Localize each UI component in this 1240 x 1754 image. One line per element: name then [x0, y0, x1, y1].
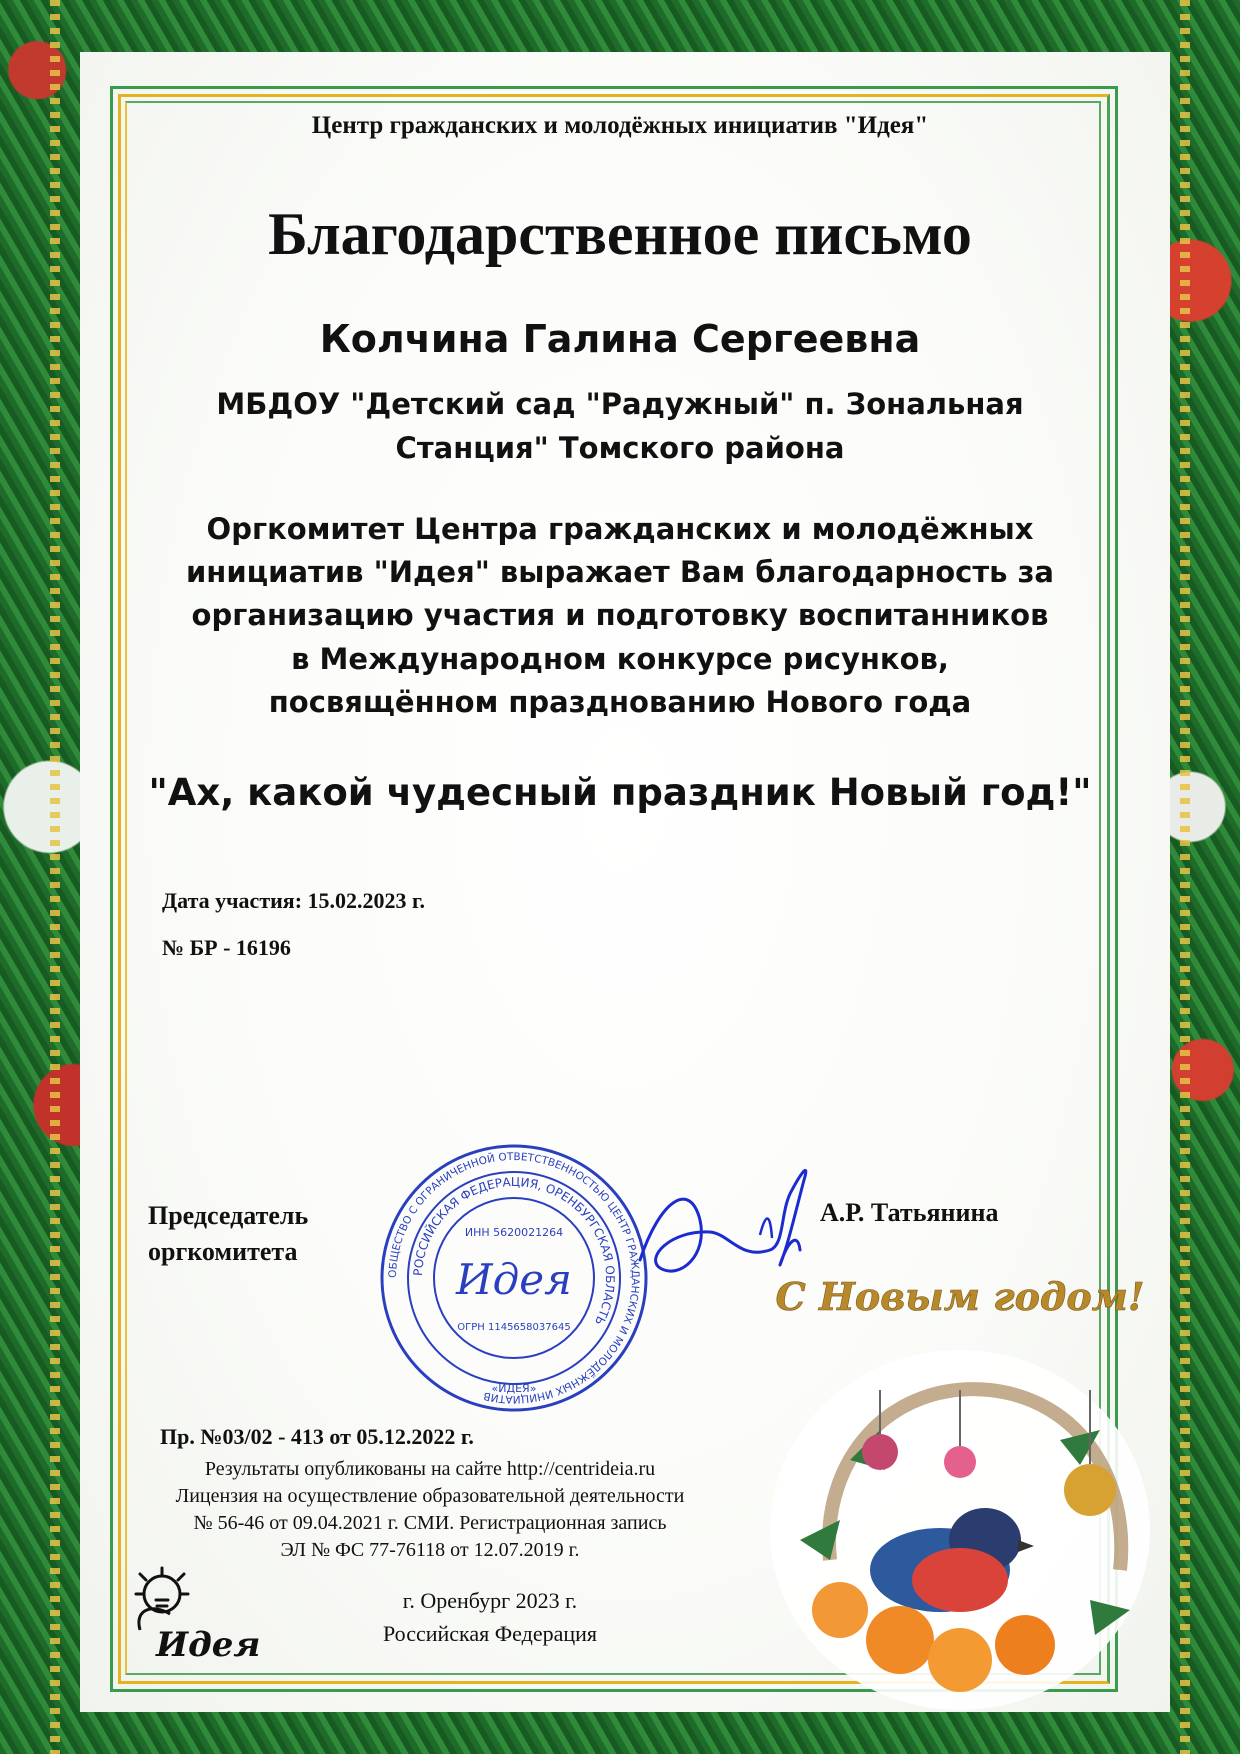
greeting-text: С Новым годом!	[775, 1274, 1145, 1319]
contest-name: "Ах, какой чудесный праздник Новый год!"	[148, 771, 1092, 814]
stamp-bottom-text: «ИДЕЯ»	[491, 1382, 537, 1395]
idea-logo	[126, 1560, 276, 1670]
organization-heading: Центр гражданских и молодёжных инициатив "Идея"	[311, 112, 929, 139]
stamp-center-text: Идея	[456, 1255, 572, 1304]
signer-name: А.Р. Татьянина	[820, 1198, 999, 1227]
stamp-inn: ИНН 5620021264	[464, 1226, 564, 1239]
body-line: инициатив "Идея" выражает Вам благодарность за	[185, 555, 1054, 590]
institution-line: Станция" Томского района	[395, 430, 845, 465]
body-line: посвящённом празднованию Нового года	[268, 684, 972, 719]
new-year-greeting-card	[760, 1240, 1160, 1710]
organization-stamp	[378, 1142, 650, 1414]
stamp-region-text: РОССИЙСКАЯ ФЕДЕРАЦИЯ, ОРЕНБУРГСКАЯ ОБЛАСТЬ	[410, 1174, 618, 1328]
logo-text: Идея	[156, 1625, 261, 1665]
publication-line: Результаты опубликованы на сайте http://centrideia.ru	[204, 1458, 656, 1480]
recipient-name: Колчина Галина Сергеевна	[319, 317, 921, 361]
city-line: г. Оренбург 2023 г.	[402, 1588, 578, 1613]
recipient-institution	[0, 383, 1240, 470]
body-line: в Международном конкурсе рисунков,	[291, 641, 949, 676]
chair-line: оргкомитета	[148, 1237, 298, 1267]
publication-line: Лицензия на осуществление образовательной деятельности	[175, 1485, 685, 1507]
stamp-outer-text: ОБЩЕСТВО С ОГРАНИЧЕННОЙ ОТВЕТСТВЕННОСТЬЮ ЦЕНТР ГРАЖДАНСКИХ И МОЛОДЁЖНЫХ ИНИЦИАТИВ	[386, 1150, 642, 1406]
letter-title: Благодарственное письмо	[268, 201, 972, 267]
publication-line: ЭЛ № ФС 77-76118 от 12.07.2019 г.	[280, 1539, 580, 1561]
publication-info	[120, 1456, 740, 1564]
publication-line: № 56-46 от 09.04.2021 г. СМИ. Регистрационная запись	[193, 1512, 667, 1534]
participation-date: Дата участия: 15.02.2023 г.	[162, 888, 426, 913]
gratitude-text	[0, 508, 1240, 724]
institution-line: МБДОУ "Детский сад "Радужный" п. Зональная	[216, 387, 1024, 421]
order-reference: Пр. №03/02 - 413 от 05.12.2022 г.	[160, 1424, 474, 1449]
body-line: организацию участия и подготовку воспитанников	[191, 598, 1049, 633]
chair-title	[148, 1198, 308, 1271]
chair-line: Председатель	[148, 1201, 309, 1230]
body-line: Оргкомитет Центра гражданских и молодёжных	[206, 512, 1034, 546]
city-year	[330, 1584, 650, 1650]
certificate-number: № БР - 16196	[162, 935, 291, 960]
country-line: Российская Федерация	[382, 1621, 598, 1646]
stamp-ogrn: ОГРН 1145658037645	[457, 1322, 571, 1333]
